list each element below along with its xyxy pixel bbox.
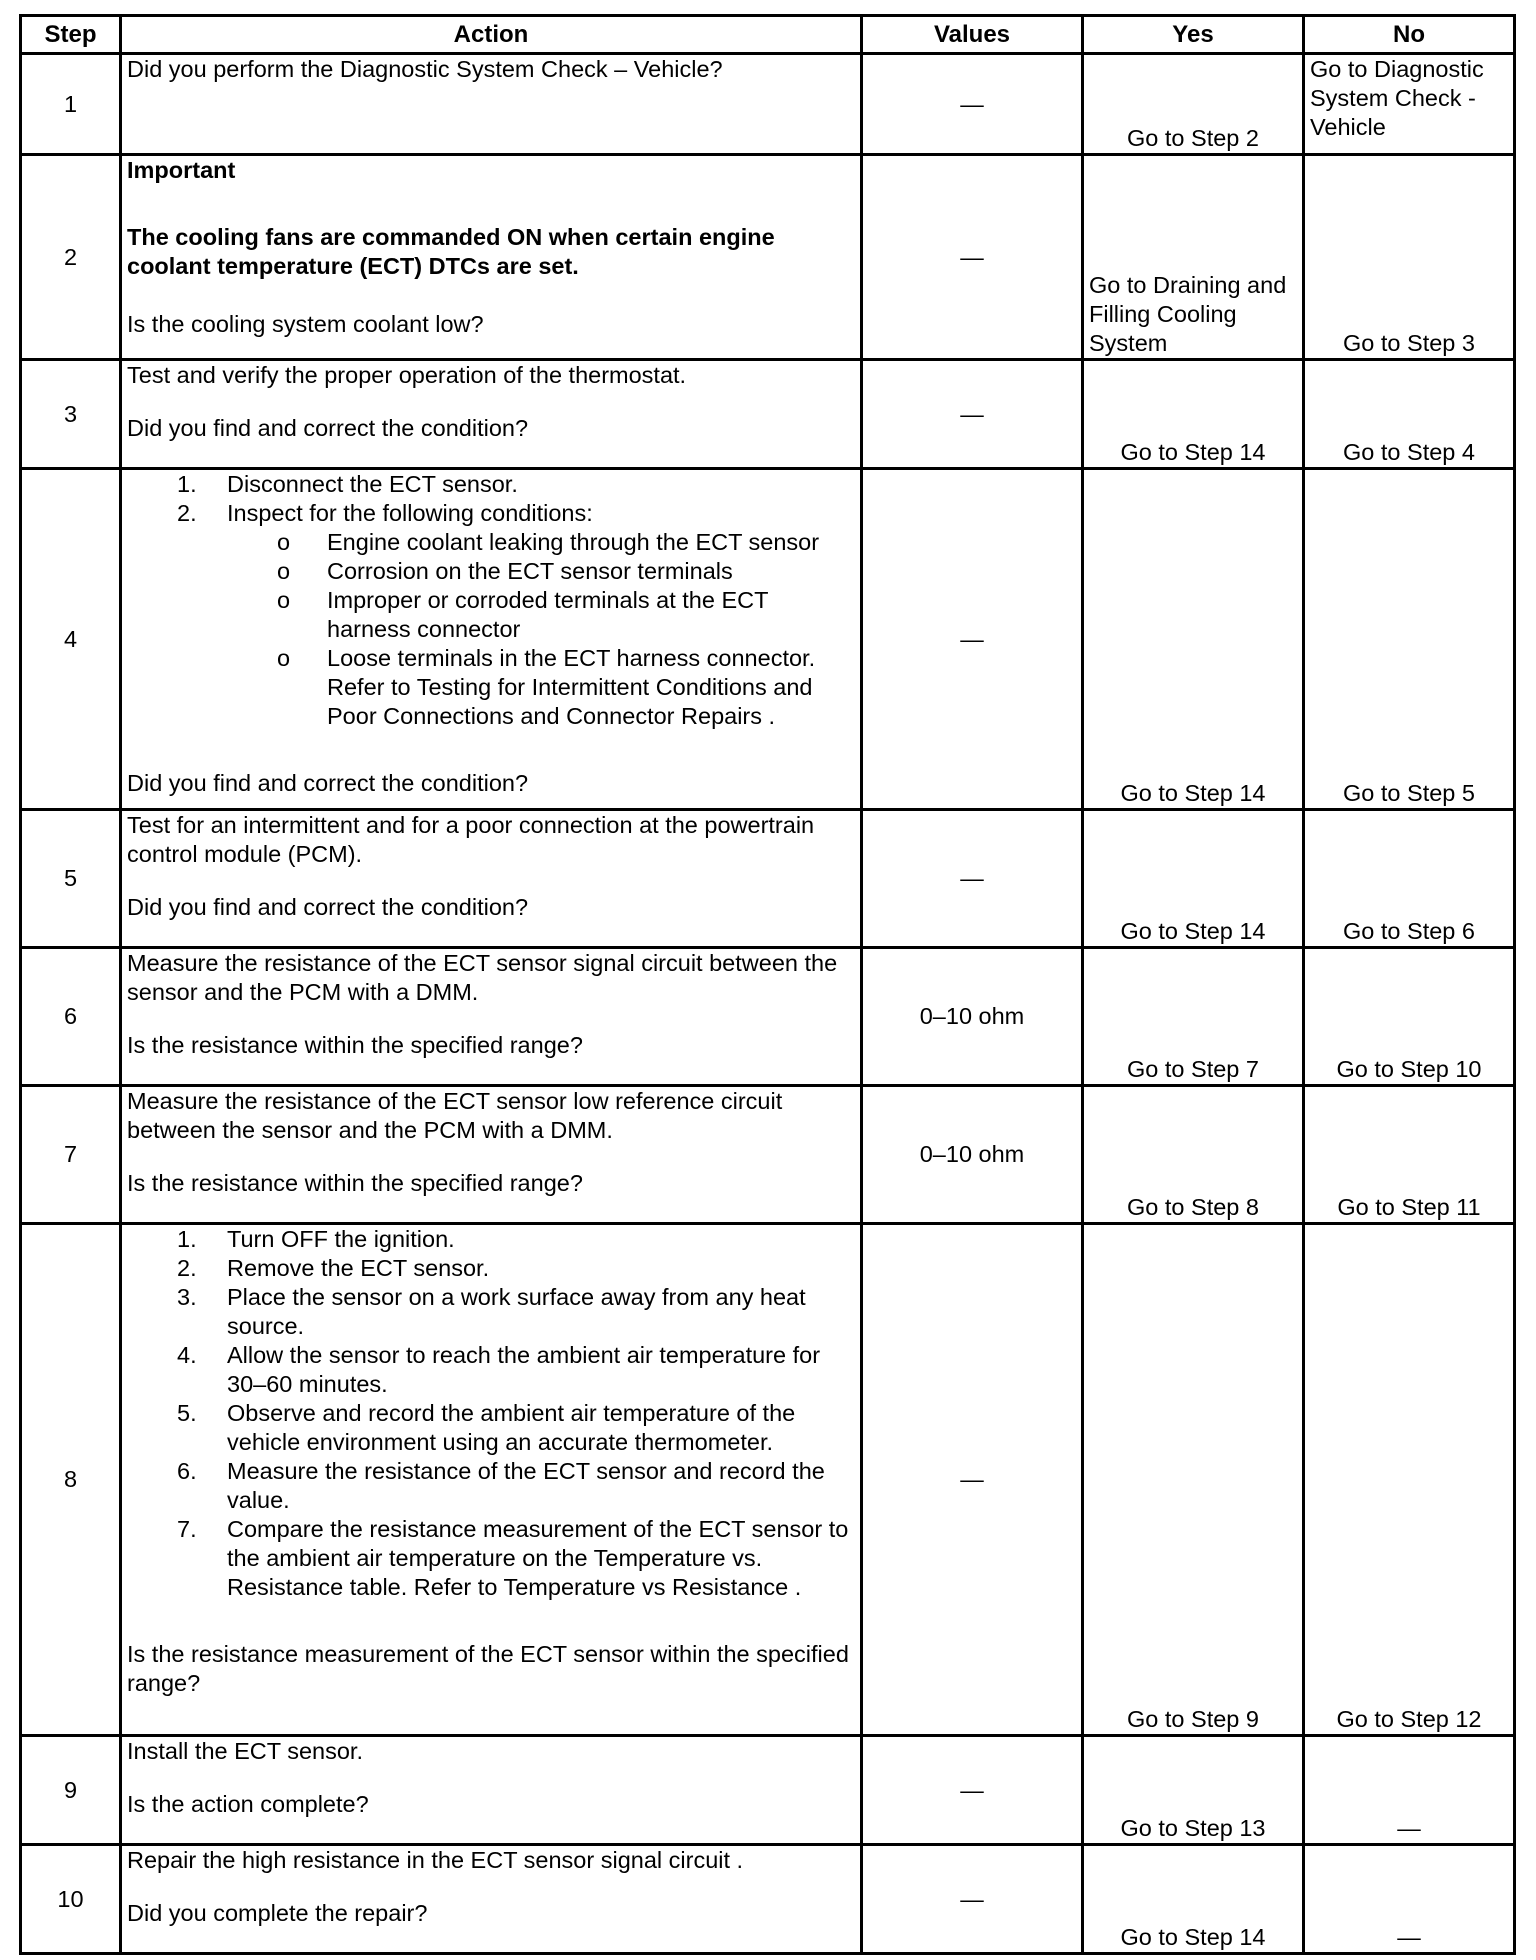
list-item-number: 2.	[177, 500, 197, 526]
values-cell: —	[862, 1736, 1083, 1845]
table-row	[21, 360, 1515, 469]
yes-cell: Go to Draining and Filling Cooling System	[1083, 155, 1304, 360]
sub-item-text: Improper or corroded terminals at the ECT harness connector	[327, 587, 769, 642]
question-text: Did you find and correct the condition?	[127, 415, 529, 441]
question-text: Did you complete the repair?	[127, 1900, 428, 1926]
table-row	[21, 1845, 1515, 1954]
yes-cell: Go to Step 9	[1083, 1224, 1304, 1736]
diagnostic-table	[19, 14, 1516, 1955]
table-row	[21, 1086, 1515, 1224]
list-item-number: 6.	[177, 1458, 197, 1484]
yes-cell: Go to Step 14	[1083, 810, 1304, 948]
action-cell	[121, 1086, 862, 1224]
bullet-icon: o	[277, 558, 291, 584]
header-row	[21, 16, 1515, 54]
bullet-icon: o	[277, 645, 291, 671]
header-step: Step	[21, 16, 121, 54]
no-cell: Go to Step 12	[1304, 1224, 1515, 1736]
action-cell	[121, 360, 862, 469]
no-cell: Go to Step 3	[1304, 155, 1515, 360]
step-number: 7	[21, 1086, 121, 1224]
sub-item-text: Corrosion on the ECT sensor terminals	[327, 558, 733, 584]
instruction-text: Measure the resistance of the ECT sensor low reference circuit between the sensor and the PCM with a DMM.	[127, 1088, 783, 1143]
values-cell: —	[862, 54, 1083, 155]
step-number: 8	[21, 1224, 121, 1736]
list-item	[127, 1283, 855, 1341]
values-cell: —	[862, 469, 1083, 810]
header-values: Values	[862, 16, 1083, 54]
list-item	[127, 1399, 855, 1457]
action-cell	[121, 1736, 862, 1845]
step-number: 5	[21, 810, 121, 948]
action-cell	[121, 1224, 862, 1736]
sub-item	[127, 557, 855, 586]
list-item	[127, 1515, 855, 1602]
list-item	[127, 1254, 855, 1283]
action-cell	[121, 1845, 862, 1954]
sub-item-text: Engine coolant leaking through the ECT sensor	[327, 529, 820, 555]
values-cell: 0–10 ohm	[862, 948, 1083, 1086]
instruction-text: Measure the resistance of the ECT sensor signal circuit between the sensor and the PCM with a DMM.	[127, 950, 838, 1005]
list-item-text: Allow the sensor to reach the ambient air temperature for 30–60 minutes.	[227, 1342, 821, 1397]
yes-cell: Go to Step 2	[1083, 54, 1304, 155]
yes-cell: Go to Step 14	[1083, 360, 1304, 469]
yes-cell: Go to Step 14	[1083, 1845, 1304, 1954]
step-number: 10	[21, 1845, 121, 1954]
question-text: Did you find and correct the condition?	[127, 894, 529, 920]
list-item-text: Inspect for the following conditions:	[227, 500, 593, 526]
table-row	[21, 54, 1515, 155]
question-text: Is the resistance within the specified range?	[127, 1032, 583, 1058]
list-item-number: 3.	[177, 1284, 197, 1310]
question-text: Is the cooling system coolant low?	[127, 311, 484, 337]
condition-list	[227, 528, 855, 731]
list-item-text: Compare the resistance measurement of the ECT sensor to the ambient air temperature on the Temperature vs. Resistance table. Refer to Temperature vs Resistance .	[227, 1516, 849, 1600]
no-cell: Go to Diagnostic System Check - Vehicle	[1304, 54, 1515, 155]
instruction-text: Install the ECT sensor.	[127, 1738, 363, 1764]
bullet-icon: o	[277, 529, 291, 555]
yes-cell: Go to Step 8	[1083, 1086, 1304, 1224]
values-cell: —	[862, 810, 1083, 948]
question-text: Did you perform the Diagnostic System Check – Vehicle?	[127, 56, 723, 82]
action-cell	[121, 155, 862, 360]
values-cell: 0–10 ohm	[862, 1086, 1083, 1224]
action-cell	[121, 54, 862, 155]
list-item-text: Measure the resistance of the ECT sensor and record the value.	[227, 1458, 825, 1513]
question-text: Is the action complete?	[127, 1791, 369, 1817]
table-row	[21, 469, 1515, 810]
bullet-icon: o	[277, 587, 291, 613]
important-text: The cooling fans are commanded ON when certain engine coolant temperature (ECT) DTCs are set.	[127, 224, 775, 279]
no-cell: Go to Step 10	[1304, 948, 1515, 1086]
list-item-text: Turn OFF the ignition.	[227, 1226, 455, 1252]
procedure-list	[127, 470, 855, 731]
step-number: 1	[21, 54, 121, 155]
sub-item	[127, 644, 855, 731]
step-number: 9	[21, 1736, 121, 1845]
step-number: 2	[21, 155, 121, 360]
instruction-text: Test and verify the proper operation of the thermostat.	[127, 362, 687, 388]
action-cell	[121, 948, 862, 1086]
sub-item-text: Loose terminals in the ECT harness connector. Refer to Testing for Intermittent Conditions and Poor Connections and Connector Repairs .	[327, 645, 816, 729]
question-text: Did you find and correct the condition?	[127, 770, 529, 796]
no-cell: Go to Step 6	[1304, 810, 1515, 948]
list-item-number: 1.	[177, 1226, 197, 1252]
list-item	[127, 499, 855, 731]
table-row	[21, 155, 1515, 360]
question-text: Is the resistance within the specified range?	[127, 1170, 583, 1196]
no-cell: —	[1304, 1845, 1515, 1954]
no-cell: Go to Step 4	[1304, 360, 1515, 469]
list-item-text: Observe and record the ambient air temperature of the vehicle environment using an accurate thermometer.	[227, 1400, 796, 1455]
step-number: 3	[21, 360, 121, 469]
important-title: Important	[127, 157, 236, 183]
values-cell: —	[862, 155, 1083, 360]
list-item-number: 1.	[177, 471, 197, 497]
header-yes: Yes	[1083, 16, 1304, 54]
question-text: Is the resistance measurement of the ECT sensor within the specified range?	[127, 1641, 849, 1696]
step-number: 4	[21, 469, 121, 810]
sub-item	[127, 586, 855, 644]
table-row	[21, 810, 1515, 948]
step-number: 6	[21, 948, 121, 1086]
header-no: No	[1304, 16, 1515, 54]
list-item	[127, 1341, 855, 1399]
header-action: Action	[121, 16, 862, 54]
list-item-text: Disconnect the ECT sensor.	[227, 471, 518, 497]
instruction-text: Repair the high resistance in the ECT sensor signal circuit .	[127, 1847, 744, 1873]
list-item	[127, 1225, 855, 1254]
list-item-text: Remove the ECT sensor.	[227, 1255, 490, 1281]
list-item-number: 5.	[177, 1400, 197, 1426]
no-cell: Go to Step 5	[1304, 469, 1515, 810]
instruction-text: Test for an intermittent and for a poor connection at the powertrain control module (PCM).	[127, 812, 815, 867]
list-item	[127, 470, 855, 499]
values-cell: —	[862, 1845, 1083, 1954]
list-item-text: Place the sensor on a work surface away from any heat source.	[227, 1284, 806, 1339]
procedure-list	[127, 1225, 855, 1602]
values-cell: —	[862, 1224, 1083, 1736]
list-item-number: 4.	[177, 1342, 197, 1368]
list-item-number: 7.	[177, 1516, 197, 1542]
list-item-number: 2.	[177, 1255, 197, 1281]
list-item	[127, 1457, 855, 1515]
table-row	[21, 948, 1515, 1086]
yes-cell: Go to Step 14	[1083, 469, 1304, 810]
table-row	[21, 1224, 1515, 1736]
yes-cell: Go to Step 13	[1083, 1736, 1304, 1845]
no-cell: Go to Step 11	[1304, 1086, 1515, 1224]
action-cell	[121, 810, 862, 948]
yes-cell: Go to Step 7	[1083, 948, 1304, 1086]
sub-item	[127, 528, 855, 557]
action-cell	[121, 469, 862, 810]
values-cell: —	[862, 360, 1083, 469]
table-row	[21, 1736, 1515, 1845]
no-cell: —	[1304, 1736, 1515, 1845]
